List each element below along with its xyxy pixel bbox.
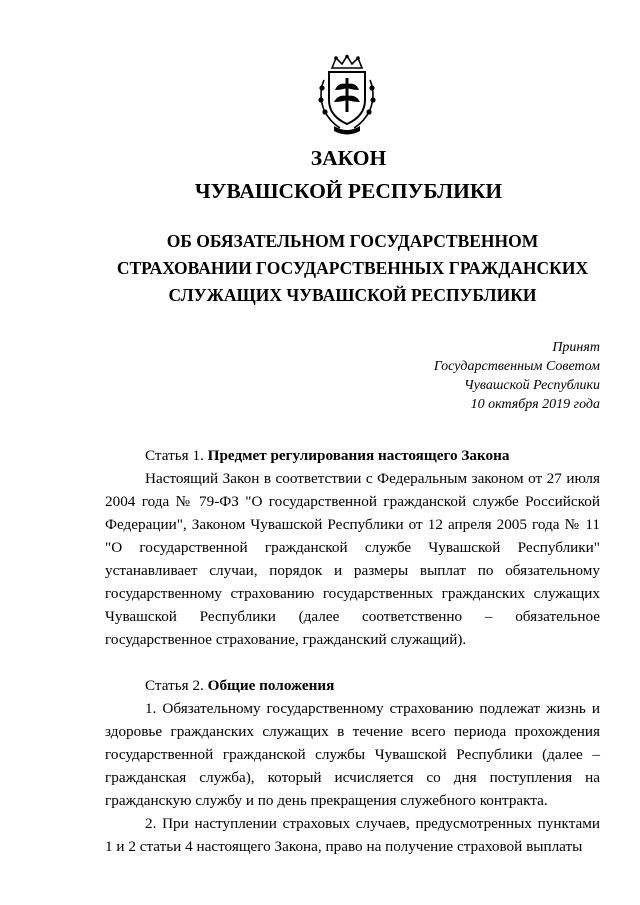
adoption-line: Принят <box>552 340 600 355</box>
law-subject-title <box>105 228 600 309</box>
adoption-note <box>360 338 600 414</box>
subtitle-line: СТРАХОВАНИИ ГОСУДАРСТВЕННЫХ ГРАЖДАНСКИХ <box>116 258 589 278</box>
article-1-heading <box>105 444 600 467</box>
law-body <box>105 444 600 858</box>
chuvash-coat-of-arms-icon <box>316 54 378 136</box>
article-2-prefix: Статья 2. <box>145 677 208 694</box>
article-2-paragraph-2: 2. При наступлении страховых случаев, предусмотренных пунктами 1 и 2 статьи 4 настоящего Закона, право на получение страховой выплаты <box>105 815 600 855</box>
article-2-paragraph-1: 1. Обязательному государственному страхованию подлежат жизнь и здоровье гражданских служащих в течение всего периода прохождения государственной гражданской службы Чувашской Республики (далее – гражданская служба), который исчисляется со дня поступления на гражданскую службу и по день прекращения служебного контракта. <box>105 700 600 809</box>
adoption-line: Чувашской Республики <box>464 378 600 393</box>
adoption-line: Государственным Советом <box>433 359 600 374</box>
adoption-date: 10 октября 2019 года <box>470 397 600 412</box>
law-republic-title: ЧУВАШСКОЙ РЕСПУБЛИКИ <box>194 179 503 203</box>
article-2-heading <box>105 674 600 697</box>
law-title: ЗАКОН <box>310 146 387 170</box>
article-2-title: Общие положения <box>207 677 335 694</box>
article-1-title: Предмет регулирования настоящего Закона <box>207 447 510 464</box>
article-1-prefix: Статья 1. <box>145 447 208 464</box>
subtitle-line: ОБ ОБЯЗАТЕЛЬНОМ ГОСУДАРСТВЕННОМ <box>166 231 539 251</box>
article-1-text: Настоящий Закон в соответствии с Федеральным законом от 27 июля 2004 года № 79-ФЗ "О государственной гражданской службе Российской Федерации", Законом Чувашской Республики от 12 апреля 2005 года № 11 "О государственной гражданской службе Чувашской Республики" устанавливает случаи, порядок и размеры выплат по обязательному государственному страхованию государственных гражданских служащих Чувашской Республики (далее соответственно – обязательное государственное страхование, гражданский служащий). <box>105 470 600 648</box>
subtitle-line: СЛУЖАЩИХ ЧУВАШСКОЙ РЕСПУБЛИКИ <box>168 285 537 305</box>
